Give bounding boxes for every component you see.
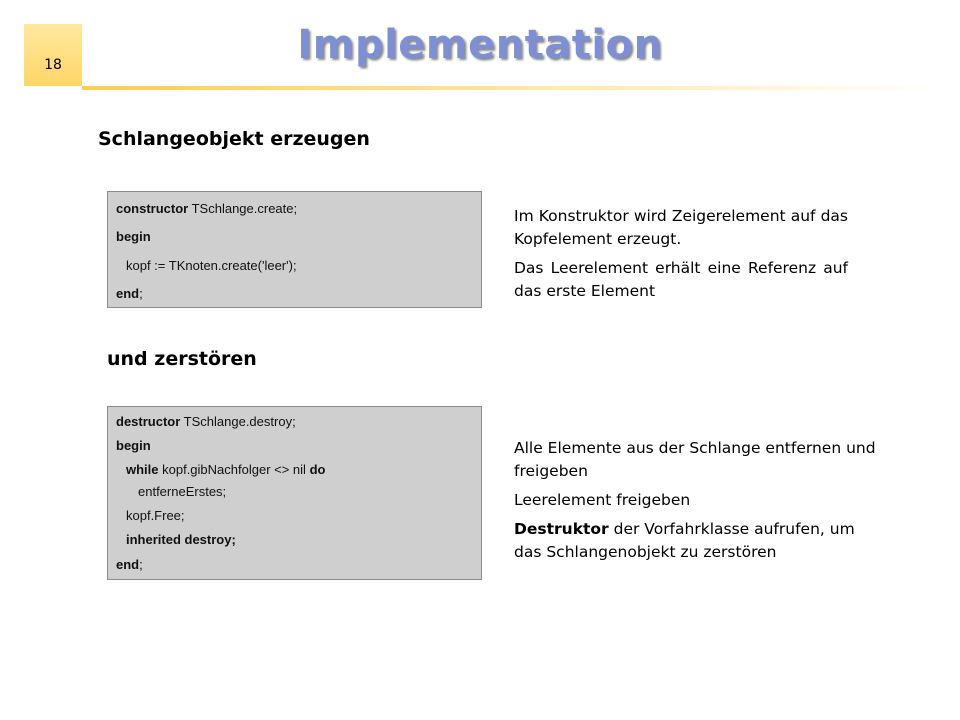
destructor-explanation [514, 437, 886, 564]
code-text: ; [139, 286, 143, 301]
code-line [116, 201, 297, 216]
constructor-code-box [107, 191, 482, 308]
code-keyword: end [116, 557, 140, 572]
code-line [126, 258, 297, 273]
section-heading-create: Schlangeobjekt erzeugen [98, 128, 370, 150]
slide-title: Implementation [297, 22, 663, 68]
code-line [126, 532, 236, 547]
code-text: ; [139, 557, 143, 572]
code-keyword: end [116, 286, 140, 301]
code-line [116, 229, 151, 244]
destructor-code-box [107, 406, 482, 580]
code-keyword: begin [116, 438, 151, 453]
code-keyword: destructor [116, 414, 181, 429]
code-line [138, 484, 226, 499]
explanation-paragraph: Im Konstruktor wird Zeigerelement auf das Kopfelement erzeugt. [514, 207, 848, 248]
explanation-paragraph [514, 518, 886, 564]
emphasis-text: Destruktor [514, 520, 609, 538]
constructor-explanation [514, 205, 848, 303]
code-line [126, 462, 325, 477]
code-keyword: while [126, 462, 159, 477]
code-line [116, 557, 143, 572]
code-text: TSchlange.create; [188, 201, 298, 216]
code-line [116, 414, 296, 429]
explanation-paragraph: Das Leerelement erhält eine Referenz auf das erste Element [514, 259, 848, 300]
code-text: kopf := TKnoten.create('leer'); [126, 258, 297, 273]
code-keyword: constructor [116, 201, 189, 216]
code-keyword: do [309, 462, 326, 477]
code-line [116, 286, 143, 301]
code-text: TSchlange.destroy; [180, 414, 296, 429]
code-line [126, 508, 185, 523]
slide-number: 18 [44, 57, 62, 73]
explanation-paragraph: Alle Elemente aus der Schlange entfernen und freigeben [514, 439, 876, 480]
section-heading-destroy: und zerstören [107, 348, 257, 370]
title-underline [82, 86, 942, 90]
code-line [116, 438, 151, 453]
code-text: kopf.Free; [126, 508, 185, 523]
code-keyword: inherited destroy; [126, 532, 236, 547]
code-text: kopf.gibNachfolger <> nil [158, 462, 310, 477]
code-keyword: begin [116, 229, 151, 244]
code-text: entferneErstes; [138, 484, 227, 499]
explanation-paragraph: Leerelement freigeben [514, 491, 691, 509]
explanation-text: der Vorfahrklasse aufrufen, um das Schlangenobjekt zu zerstören [514, 520, 855, 561]
